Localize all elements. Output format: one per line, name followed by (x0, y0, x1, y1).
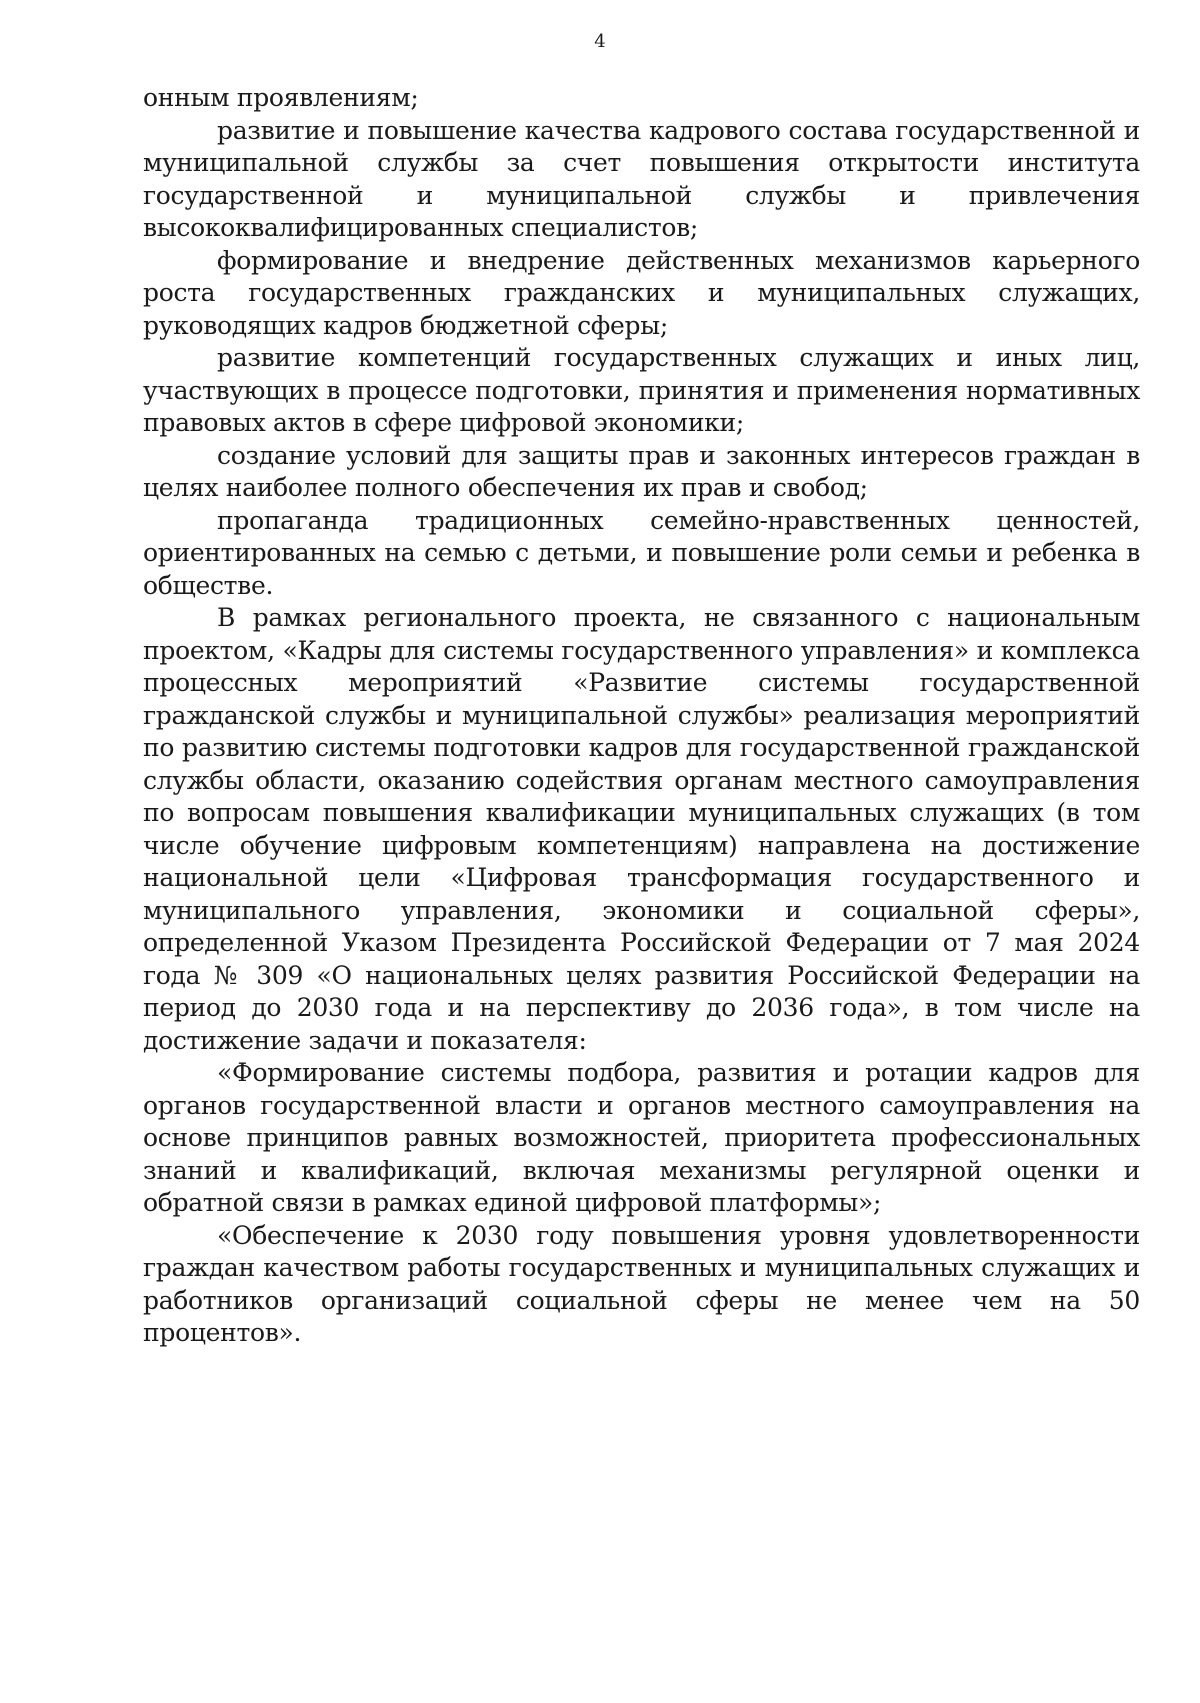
paragraph-indicator-quote: «Обеспечение к 2030 году повышения уровня удовлетворенности граждан качеством работы государственных и муниципальных служащих и работников организаций социальной сферы не менее чем на 50 процентов». (143, 1220, 1140, 1347)
paragraph-task-quote: «Формирование системы подбора, развития и ротации кадров для органов государственной власти и органов местного самоуправления на основе принципов равных возможностей, приоритета профессиональных знаний и квалификаций, включая механизмы регулярной оценки и обратной связи в рамках единой цифровой платформы»; (143, 1058, 1140, 1217)
paragraph-continuation: онным проявлениям; (143, 83, 419, 112)
document-body (143, 82, 1140, 1350)
paragraph-regional-project: В рамках регионального проекта, не связанного с национальным проектом, «Кадры для системы государственного управления» и комплекса процессных мероприятий «Развитие системы государственной гражданской службы и муниципальной службы» реализация мероприятий по развитию системы подготовки кадров для государственной гражданской службы области, оказанию содействия органам местного самоуправления по вопросам повышения квалификации муниципальных служащих (в том числе обучение цифровым компетенциям) направлена на достижение национальной цели «Цифровая трансформация государственного и муниципального управления, экономики и социальной сферы», определенной Указом Президента Российской Федерации от 7 мая 2024 года № 309 «О национальных целях развития Российской Федерации на период до 2030 года и на перспективу до 2036 года», в том числе на достижение задачи и показателя: (143, 603, 1140, 1055)
paragraph-career-mechanisms: формирование и внедрение действенных механизмов карьерного роста государственных гражданских и муниципальных служащих, руководящих кадров бюджетной сферы; (143, 245, 1140, 340)
paragraph-staff-development: развитие и повышение качества кадрового состава государственной и муниципальной службы за счет повышения открытости института государственной и муниципальной службы и привлечения высококвалифицированных специалистов; (143, 115, 1140, 242)
paragraph-family-values: пропаганда традиционных семейно-нравственных ценностей, ориентированных на семью с детьми, и повышение роли семьи и ребенка в обществе. (143, 505, 1140, 600)
paragraph-rights-protection: создание условий для защиты прав и законных интересов граждан в целях наиболее полного обеспечения их прав и свобод; (143, 440, 1140, 502)
paragraph-digital-competencies: развитие компетенций государственных служащих и иных лиц, участвующих в процессе подготовки, принятия и применения нормативных правовых актов в сфере цифровой экономики; (143, 343, 1140, 437)
page-number: 4 (594, 31, 606, 52)
